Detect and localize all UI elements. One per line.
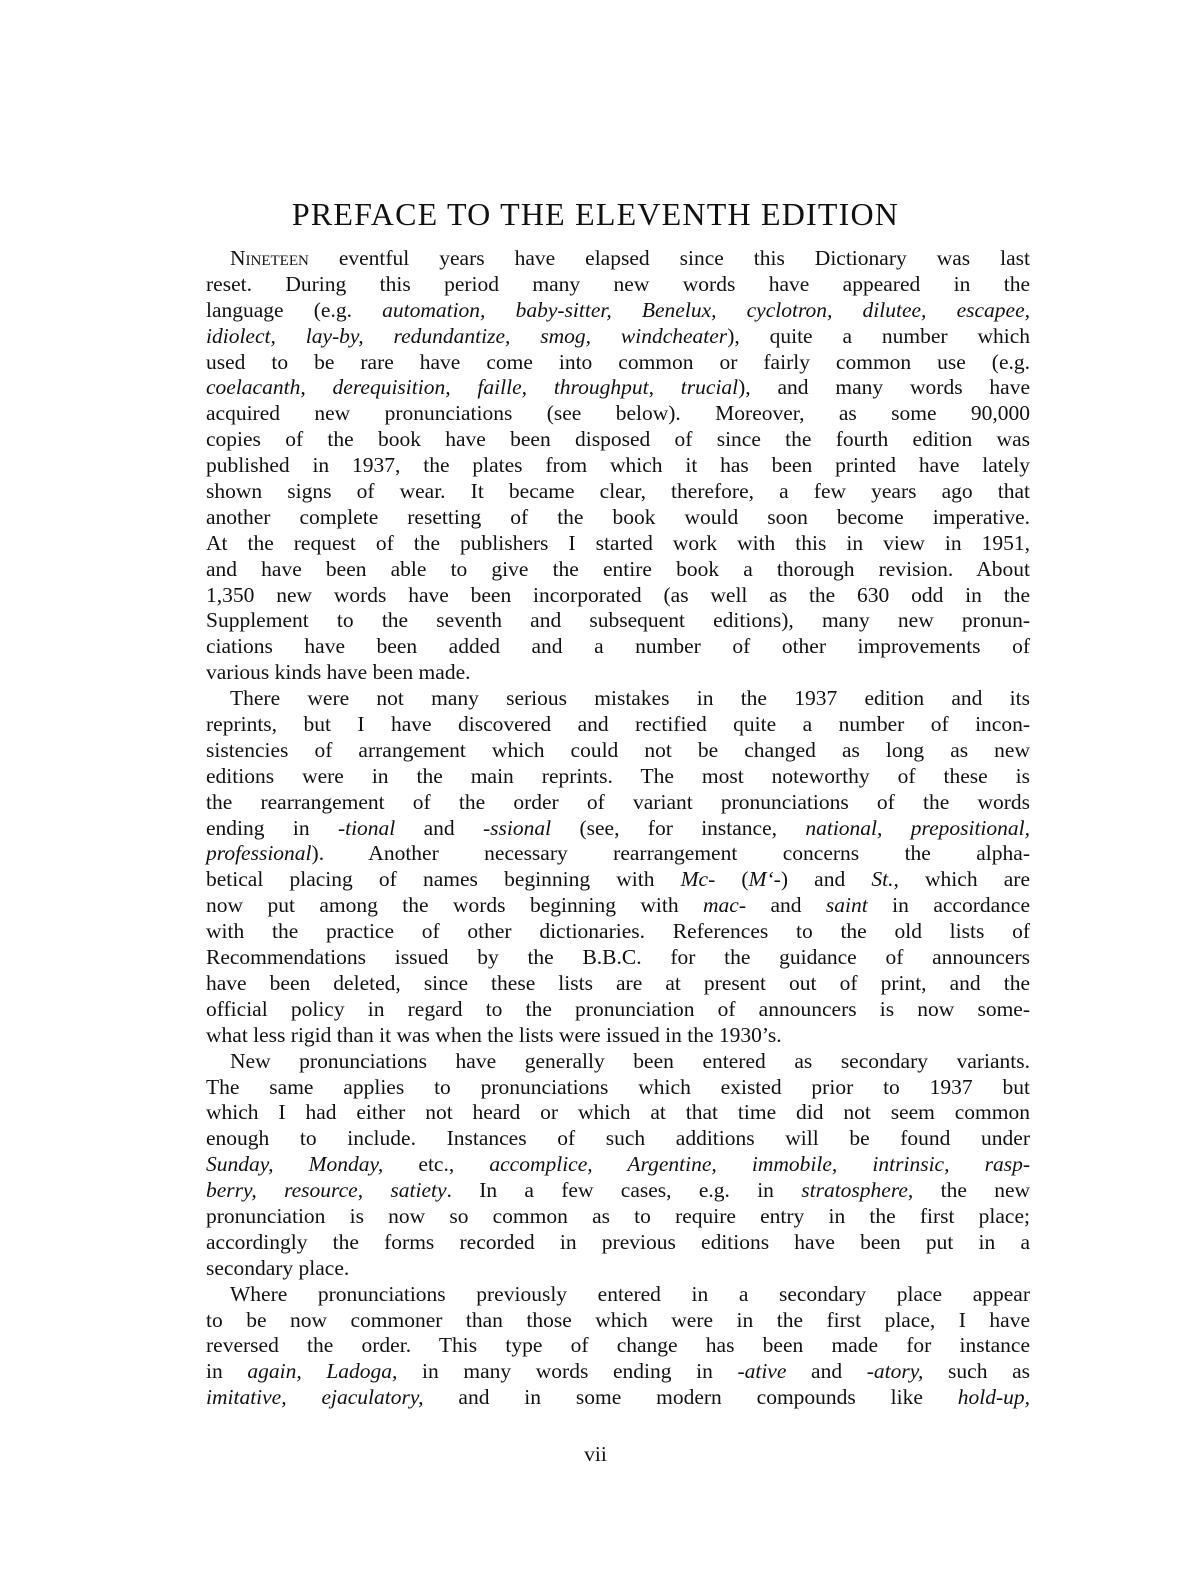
text-line: [206, 505, 1030, 531]
paragraph: [206, 1049, 1030, 1282]
text-run: the rearrangement of the order of variant pronunciations of the words: [206, 789, 1030, 814]
text-line: [206, 997, 1030, 1023]
text-line: [206, 608, 1030, 634]
preface-body: [206, 246, 1030, 1411]
text-run: Where pronunciations previously entered in a secondary place appear: [230, 1281, 1030, 1306]
text-run: eventful years have elapsed since this Dictionary was last: [308, 246, 1030, 270]
text-run: pronunciation is now so common as to require entry in the first place;: [206, 1203, 1030, 1228]
italic-term: M‘-: [748, 867, 781, 892]
text-run: acquired new pronunciations (see below). Moreover, as some 90,000: [206, 401, 1030, 426]
small-caps-word: Nineteen: [230, 246, 309, 270]
text-run: in accordance: [867, 893, 1030, 918]
italic-term: Sunday, Monday,: [206, 1152, 384, 1177]
text-line: [206, 401, 1030, 427]
text-line: [206, 1385, 1030, 1411]
text-line: [206, 375, 1030, 401]
text-line: [206, 479, 1030, 505]
text-run: etc.,: [383, 1152, 490, 1177]
text-line: [206, 712, 1030, 738]
text-run: and have been able to give the entire book a thorough revision. About: [206, 556, 1030, 581]
text-run: ). Another necessary rearrangement concerns the alpha-: [311, 841, 1030, 866]
text-line: [206, 583, 1030, 609]
text-run: ending in: [206, 815, 338, 840]
text-run: , which are: [893, 867, 1030, 892]
text-run: New pronunciations have generally been entered as secondary variants.: [230, 1048, 1030, 1073]
text-line: [206, 1178, 1030, 1204]
paragraph: [206, 1282, 1030, 1411]
text-line: [206, 1230, 1030, 1256]
text-line: [206, 246, 1030, 272]
text-run: used to be rare have come into common or fairly common use (e.g.: [206, 349, 1030, 374]
text-run: shown signs of wear. It became clear, therefore, a few years ago that: [206, 479, 1030, 504]
text-line: [206, 738, 1030, 764]
text-line: [206, 1359, 1030, 1385]
text-run: The same applies to pronunciations which existed prior to 1937 but: [206, 1074, 1030, 1099]
text-run: and: [395, 815, 484, 840]
italic-term: -ssional: [483, 815, 552, 840]
text-line: [206, 1282, 1030, 1308]
italic-term: hold-up,: [957, 1385, 1030, 1410]
italic-term: automation, baby-sitter, Benelux, cyclotron, dilutee, escapee,: [382, 297, 1030, 322]
text-run: with the practice of other dictionaries. References to the old lists of: [206, 919, 1030, 944]
text-run: now put among the words beginning with: [206, 893, 704, 918]
text-line: [206, 557, 1030, 583]
text-line: [206, 1049, 1030, 1075]
text-line: [206, 841, 1030, 867]
text-run: betical placing of names beginning with: [206, 867, 681, 892]
text-run: sistencies of arrangement which could not be changed as long as new: [206, 737, 1030, 762]
paragraph: [206, 686, 1030, 1048]
text-run: 1,350 new words have been incorporated (as well as the 630 odd in the: [206, 582, 1030, 607]
text-run: There were not many serious mistakes in the 1937 edition and its: [230, 686, 1030, 711]
text-line: [206, 1075, 1030, 1101]
italic-term: idiolect, lay-by, redundantize, smog, windcheater: [206, 323, 728, 348]
italic-term: -ative: [737, 1359, 787, 1384]
text-run: (see, for instance,: [551, 815, 806, 840]
italic-term: -atory,: [866, 1359, 924, 1384]
text-run: Supplement to the seventh and subsequent editions), many new pronun-: [206, 608, 1030, 633]
text-run: reversed the order. This type of change has been made for instance: [206, 1333, 1030, 1358]
text-line: [206, 1100, 1030, 1126]
text-line: [206, 971, 1030, 997]
text-run: and in some modern compounds like: [423, 1385, 958, 1410]
italic-term: -tional: [337, 815, 396, 840]
text-line: [206, 1023, 1030, 1049]
text-line: [206, 531, 1030, 557]
text-line: [206, 816, 1030, 842]
italic-term: again, Ladoga,: [247, 1359, 398, 1384]
text-line: [206, 660, 1030, 686]
text-run: various kinds have been made.: [206, 660, 471, 685]
italic-term: coelacanth, derequisition, faille, throughput, trucial: [206, 375, 739, 400]
text-run: such as: [923, 1359, 1031, 1384]
text-line: [206, 945, 1030, 971]
page-title: PREFACE TO THE ELEVENTH EDITION: [291, 196, 900, 232]
text-line: [206, 298, 1030, 324]
text-run: another complete resetting of the book would soon become imperative.: [206, 504, 1030, 529]
text-run: the new: [913, 1178, 1031, 1203]
text-run: reset. During this period many new words have appeared in the: [206, 271, 1030, 296]
text-run: published in 1937, the plates from which it has been printed have lately: [206, 453, 1030, 478]
text-line: [206, 1152, 1030, 1178]
text-run: reprints, but I have discovered and rectified quite a number of incon-: [206, 712, 1030, 737]
text-line: [206, 764, 1030, 790]
text-run: ) and: [780, 867, 872, 892]
italic-term: Mc-: [680, 867, 716, 892]
text-run: and: [786, 1359, 867, 1384]
text-run: accordingly the forms recorded in previous editions have been put in a: [206, 1229, 1030, 1254]
text-line: [206, 427, 1030, 453]
page-number: vii: [584, 1442, 607, 1466]
text-run: in: [206, 1359, 248, 1384]
text-run: copies of the book have been disposed of since the fourth edition was: [206, 427, 1030, 452]
text-line: [206, 867, 1030, 893]
text-run: secondary place.: [206, 1255, 350, 1280]
text-line: [206, 919, 1030, 945]
text-line: [206, 1256, 1030, 1282]
text-run: editions were in the main reprints. The most noteworthy of these is: [206, 763, 1030, 788]
text-run: in many words ending in: [397, 1359, 738, 1384]
text-run: and: [746, 893, 826, 918]
italic-term: St.: [871, 867, 894, 892]
text-run: ciations have been added and a number of other improvements of: [206, 634, 1030, 659]
italic-term: mac-: [703, 893, 747, 918]
italic-term: accomplice, Argentine, immobile, intrinsic, rasp-: [489, 1152, 1030, 1177]
text-run: (: [715, 867, 749, 892]
text-run: what less rigid than it was when the lists were issued in the 1930’s.: [206, 1022, 782, 1047]
italic-term: saint: [825, 893, 868, 918]
paragraph: [206, 246, 1030, 686]
text-run: have been deleted, since these lists are at present out of print, and the: [206, 970, 1030, 995]
text-run: official policy in regard to the pronunciation of announcers is now some-: [206, 996, 1030, 1021]
text-run: to be now commoner than those which were in the first place, I have: [206, 1307, 1030, 1332]
text-line: [206, 1204, 1030, 1230]
italic-term: national, prepositional,: [805, 815, 1030, 840]
text-line: [206, 272, 1030, 298]
text-line: [206, 1308, 1030, 1334]
text-run: At the request of the publishers I started work with this in view in 1951,: [206, 530, 1030, 555]
italic-term: stratosphere,: [801, 1178, 914, 1203]
text-line: [206, 893, 1030, 919]
text-line: [206, 790, 1030, 816]
text-line: [206, 350, 1030, 376]
text-run: language (e.g.: [206, 297, 383, 322]
text-run: Recommendations issued by the B.B.C. for the guidance of announcers: [206, 945, 1030, 970]
text-run: enough to include. Instances of such additions will be found under: [206, 1126, 1030, 1151]
text-line: [206, 686, 1030, 712]
italic-term: professional: [206, 841, 312, 866]
text-run: . In a few cases, e.g. in: [446, 1178, 802, 1203]
italic-term: berry, resource, satiety: [206, 1178, 447, 1203]
text-run: which I had either not heard or which at that time did not seem common: [206, 1100, 1030, 1125]
text-line: [206, 634, 1030, 660]
italic-term: imitative, ejaculatory,: [206, 1385, 424, 1410]
text-line: [206, 324, 1030, 350]
text-line: [206, 453, 1030, 479]
text-line: [206, 1333, 1030, 1359]
text-run: ), quite a number which: [727, 323, 1030, 348]
text-run: ), and many words have: [738, 375, 1030, 400]
text-line: [206, 1126, 1030, 1152]
